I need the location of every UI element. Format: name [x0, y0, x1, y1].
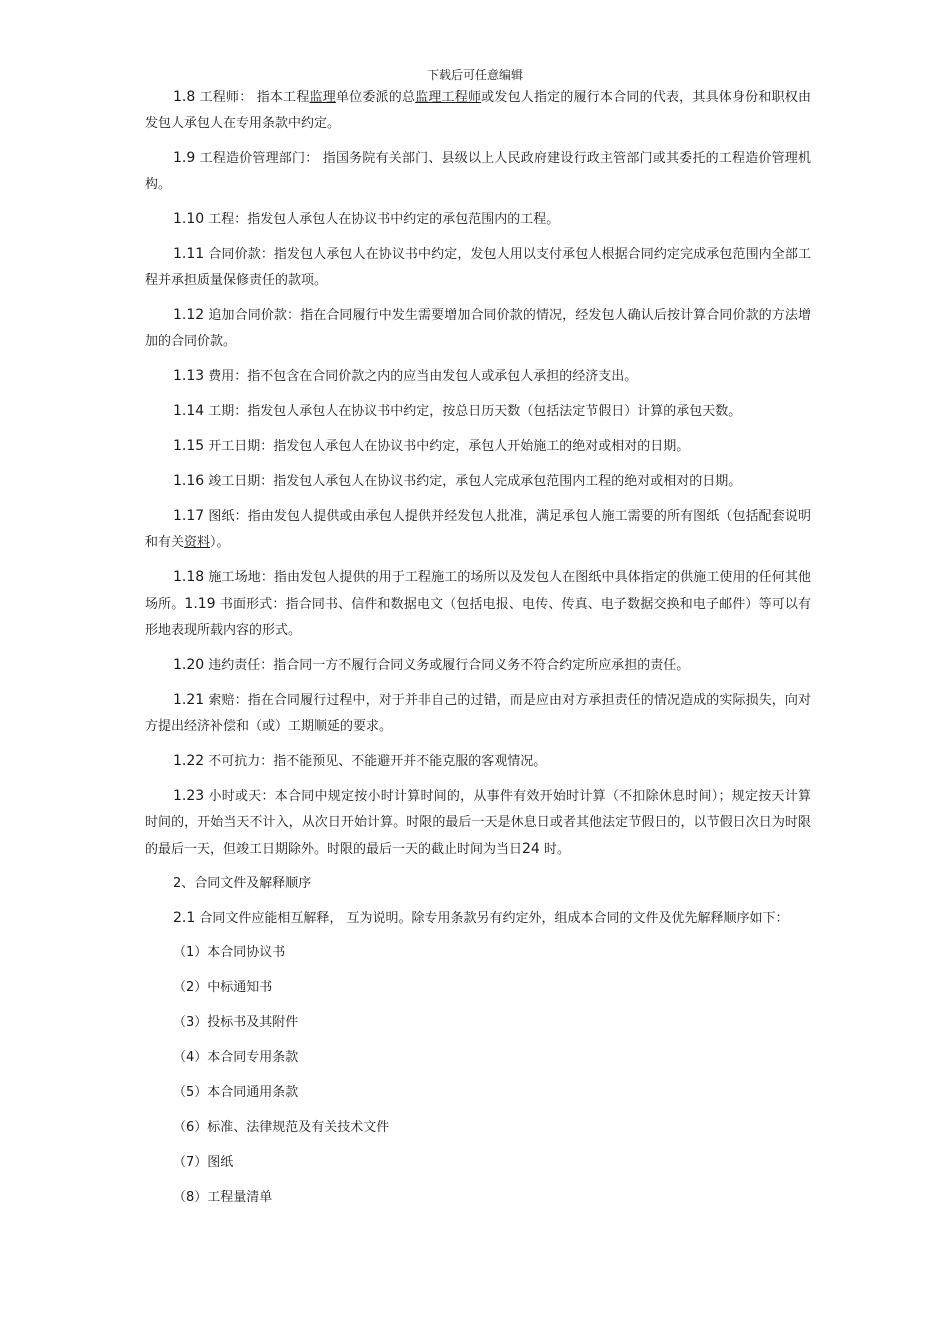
clause-number: 1.23 — [173, 788, 205, 804]
clause-1-16 — [145, 468, 811, 495]
clause-text: 合同文件应能相互解释， 互为说明。除专用条款另有约定外，组成本合同的文件及优先解释顺序如下： — [195, 911, 789, 926]
clause-text: 不可抗力：指不能预见、不能避开并不能克服的客观情况。 — [204, 754, 547, 769]
clause-text: 时。 — [539, 842, 570, 857]
clause-number: 24 — [522, 841, 540, 857]
clause-1-23 — [145, 783, 811, 863]
clause-number: 1.15 — [173, 438, 205, 454]
clause-number: 1.9 — [173, 150, 196, 166]
list-item: （1）本合同协议书 — [173, 945, 286, 960]
clause-1-8 — [145, 84, 811, 137]
clause-text: 小时或天：本合同中规定按小时计算时间的，从事件有效开始时计算（不扣除休息时间）；规定按天计算时间的，开始当天不计入，从次日开始计算。时限的最后一天是休息日或者其他法定节假日的，以节假日次日为时限的最后一天，但竣工日期除外。时限的最后一天的截止时间为当日 — [145, 789, 811, 857]
clause-1-12 — [145, 302, 811, 355]
clause-1-14 — [145, 398, 811, 425]
clause-1-10 — [145, 206, 811, 233]
clause-text: 合同价款：指发包人承包人在协议书中约定，发包人用以支付承包人根据合同约定完成承包范围内全部工程并承担质量保修责任的款项。 — [145, 247, 811, 288]
clause-1-18 — [145, 564, 811, 644]
clause-number: 1.17 — [173, 508, 205, 524]
clause-number: 1.14 — [173, 403, 205, 419]
underlined-term: 资料 — [184, 535, 211, 550]
list-item: （7）图纸 — [173, 1155, 234, 1170]
clause-number: 1.21 — [173, 692, 205, 708]
clause-2-1 — [145, 905, 811, 932]
clause-text: 开工日期：指发包人承包人在协议书中约定，承包人开始施工的绝对或相对的日期。 — [204, 439, 690, 454]
clause-text: 竣工日期：指发包人承包人在协议书约定，承包人完成承包范围内工程的绝对或相对的日期。 — [204, 474, 742, 489]
clause-number: 1.12 — [173, 307, 205, 323]
clause-number: 1.22 — [173, 753, 205, 769]
clause-1-17 — [145, 503, 811, 556]
underlined-term: 监理 — [309, 90, 336, 105]
list-item: （4）本合同专用条款 — [173, 1050, 299, 1065]
clause-number: 1.20 — [173, 657, 205, 673]
clause-text: 索赔：指在合同履行过程中，对于并非自己的过错，而是应由对方承担责任的情况造成的实际损失，向对方提出经济补偿和（或）工期顺延的要求。 — [145, 693, 811, 734]
clause-text: 书面形式：指合同书、信件和数据电文（包括电报、电传、传真、电子数据交换和电子邮件）等可以有形地表现所载内容的形式。 — [145, 597, 811, 638]
header-note: 下载后可任意编辑 — [426, 68, 523, 82]
clause-1-15 — [145, 433, 811, 460]
underlined-term: 监理工程师 — [415, 90, 482, 105]
clause-text: 施工场地：指由发包人提供的用于工程施工的场所以及发包人在图纸中具体指定的供施工使用的任何其他场所。 — [145, 570, 811, 612]
clause-text: 违约责任：指合同一方不履行合同义务或履行合同义务不符合约定所应承担的责任。 — [204, 658, 690, 673]
clause-text: 工程造价管理部门： 指国务院有关部门、县级以上人民政府建设行政主管部门或其委托的工程造价管理机构。 — [145, 151, 811, 192]
clause-text: 追加合同价款：指在合同履行中发生需要增加合同价款的情况，经发包人确认后按计算合同价款的方法增加的合同价款。 — [145, 308, 811, 349]
clause-text: 或发包人指定的履行本合同的代表，其具体身份和职权由发包人承包人在专用条款中约定。 — [145, 90, 811, 131]
clause-text: ）。 — [210, 535, 230, 550]
clause-number: 1.18 — [173, 569, 205, 585]
list-item: （3）投标书及其附件 — [173, 1015, 299, 1030]
clause-number: 2.1 — [173, 910, 196, 926]
list-item: （8）工程量清单 — [173, 1190, 273, 1205]
section-2-heading: 2、合同文件及解释顺序 — [173, 876, 312, 891]
clause-1-13 — [145, 363, 811, 390]
clause-1-22 — [145, 748, 811, 775]
clause-1-21 — [145, 687, 811, 740]
clause-text: 工期：指发包人承包人在协议书中约定，按总日历天数（包括法定节假日）计算的承包天数。 — [204, 404, 742, 419]
clause-number: 1.8 — [173, 89, 196, 105]
clause-text: 图纸：指由发包人提供或由承包人提供并经发包人批准，满足承包人施工需要的所有图纸（包括配套说明和有关 — [145, 509, 811, 550]
clause-text: 费用：指不包含在合同价款之内的应当由发包人或承包人承担的经济支出。 — [204, 369, 638, 384]
clause-number: 1.11 — [173, 246, 205, 262]
clause-1-20 — [145, 652, 811, 679]
document-body — [145, 84, 811, 1220]
clause-1-9 — [145, 145, 811, 198]
clause-number: 1.16 — [173, 473, 205, 489]
list-item: （6）标准、法律规范及有关技术文件 — [173, 1120, 390, 1135]
clause-number: 1.10 — [173, 211, 205, 227]
clause-number: 1.19 — [184, 596, 216, 612]
clause-text: 单位委派的总 — [335, 90, 416, 105]
clause-text: 工程师： 指本工程 — [195, 90, 310, 105]
list-item: （2）中标通知书 — [173, 980, 273, 995]
clause-text: 工程：指发包人承包人在协议书中约定的承包范围内的工程。 — [204, 212, 560, 227]
list-item: （5）本合同通用条款 — [173, 1085, 299, 1100]
clause-number: 1.13 — [173, 368, 205, 384]
clause-1-11 — [145, 241, 811, 294]
